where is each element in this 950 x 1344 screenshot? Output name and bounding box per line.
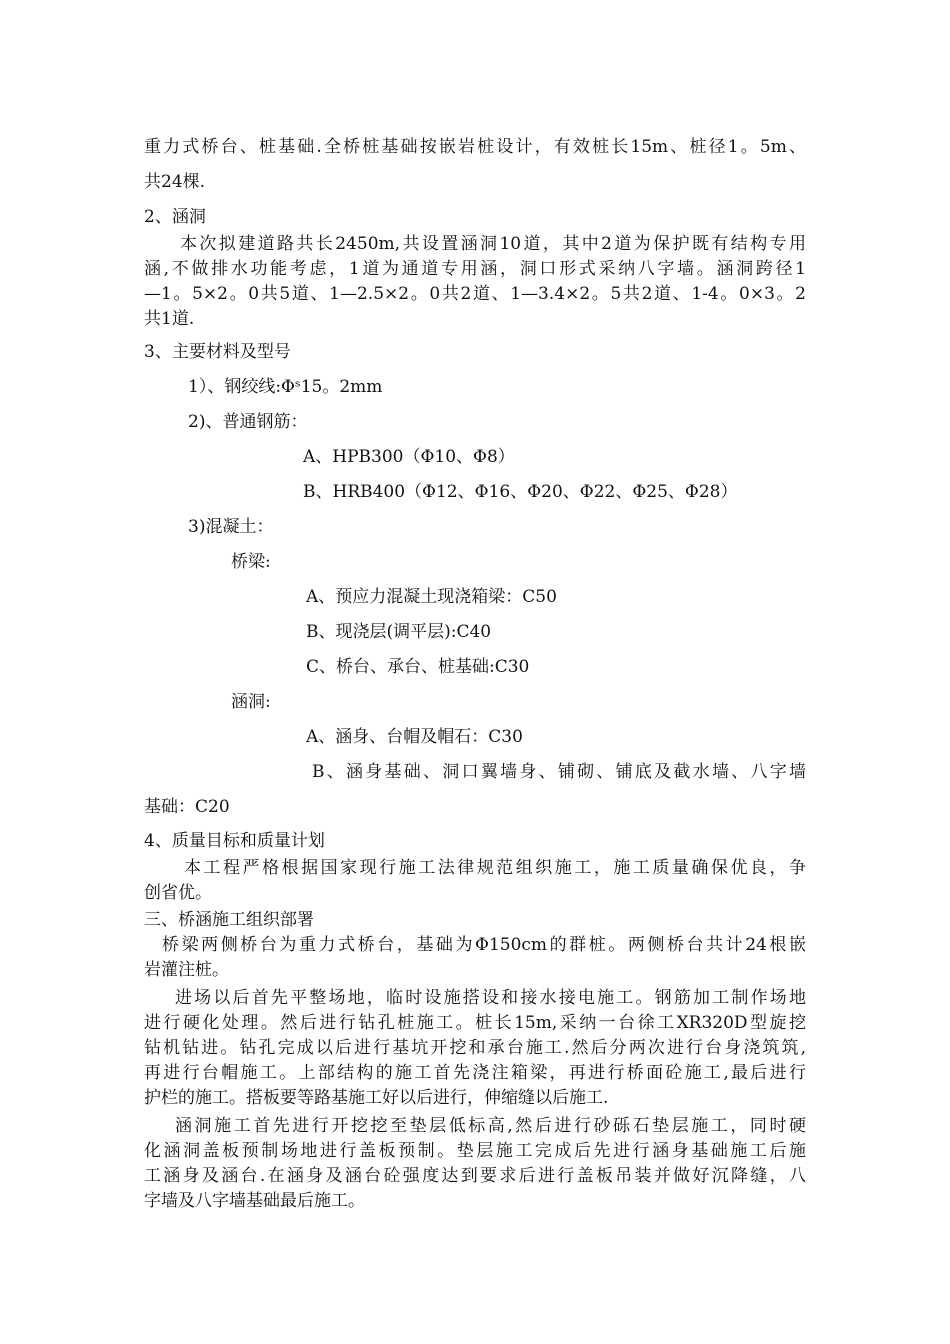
culvert-para-line-4: 共1道.: [144, 309, 195, 329]
material-rebar-a: A、HPB300（Φ10、Φ8）: [303, 447, 515, 467]
concrete-culvert-label: 涵洞:: [231, 692, 271, 712]
heading-quality: 4、质量目标和质量计划: [144, 831, 325, 851]
org-para3-line-1: 涵洞施工首先进行开挖挖至垫层低标高,然后进行砂砾石垫层施工，同时硬: [175, 1116, 806, 1136]
material-concrete: 3)混凝土：: [188, 517, 274, 537]
culvert-para-line-3: —1。5×2。0共5道、1—2.5×2。0共2道、1—3.4×2。5共2道、1-4。0×3。2: [144, 284, 806, 304]
intro-line-1: 重力式桥台、桩基础.全桥桩基础按嵌岩桩设计，有效桩长15m、桩径1。5m、: [144, 137, 806, 157]
concrete-culvert-b-line-2: 基础：C20: [144, 797, 230, 817]
org-para2-line-3: 钻机钻进。钻孔完成以后进行基坑开挖和承台施工.然后分两次进行台身浇筑筑,: [144, 1038, 806, 1058]
concrete-culvert-a: A、涵身、台帽及帽石：C30: [306, 727, 523, 747]
org-para2-line-1: 进场以后首先平整场地，临时设施搭设和接水接电施工。钢筋加工制作场地: [175, 988, 806, 1008]
heading-materials: 3、主要材料及型号: [144, 342, 291, 362]
org-para3-line-3: 工涵身及涵台.在涵身及涵台砼强度达到要求后进行盖板吊装并做好沉降缝，八: [144, 1166, 806, 1186]
concrete-bridge-b: B、现浇层(调平层):C40: [306, 622, 492, 642]
org-para3-line-4: 字墙及八字墙基础最后施工。: [144, 1191, 365, 1211]
org-para1-line-2: 岩灌注桩。: [144, 960, 229, 980]
material-rebar-b: B、HRB400（Φ12、Φ16、Φ20、Φ22、Φ25、Φ28）: [303, 482, 738, 502]
culvert-para-line-1: 本次拟建道路共长2450m,共设置涵洞10道，其中2道为保护既有结构专用: [180, 234, 806, 254]
org-para1-line-1: 桥梁两侧桥台为重力式桥台，基础为Φ150cm的群桩。两侧桥台共计24根嵌: [162, 935, 806, 955]
org-para2-line-2: 进行硬化处理。然后进行钻孔桩施工。桩长15m,采纳一台徐工XR320D型旋挖: [144, 1013, 806, 1033]
concrete-bridge-a: A、预应力混凝土现浇箱梁：C50: [306, 587, 557, 607]
material-rebar: 2)、普通钢筋：: [188, 412, 308, 432]
concrete-bridge-label: 桥梁:: [231, 552, 271, 572]
intro-line-2: 共24棵.: [144, 172, 206, 192]
heading-culvert: 2、涵洞: [144, 207, 206, 227]
quality-para-line-1: 本工程严格根据国家现行施工法律规范组织施工，施工质量确保优良，争: [184, 858, 806, 878]
org-para2-line-5: 护栏的施工。搭板要等路基施工好以后进行，伸缩缝以后施工.: [144, 1088, 609, 1108]
quality-para-line-2: 创省优。: [144, 883, 212, 903]
org-para3-line-2: 化涵洞盖板预制场地进行盖板预制。垫层施工完成后先进行涵身基础施工后施: [144, 1141, 806, 1161]
concrete-culvert-b-line-1: B、涵身基础、洞口翼墙身、铺砌、铺底及截水墙、八字墙: [312, 762, 806, 782]
org-para2-line-4: 再进行台帽施工。上部结构的施工首先浇注箱梁，再进行桥面砼施工,最后进行: [144, 1063, 806, 1083]
culvert-para-line-2: 涵,不做排水功能考虑，1道为通道专用涵，洞口形式采纳八字墙。涵洞跨径1: [144, 259, 806, 279]
concrete-bridge-c: C、桥台、承台、桩基础:C30: [306, 657, 530, 677]
heading-organization: 三、桥涵施工组织部署: [144, 910, 314, 930]
material-strand: 1）、钢绞线:Φˢ15。2mm: [188, 377, 383, 397]
